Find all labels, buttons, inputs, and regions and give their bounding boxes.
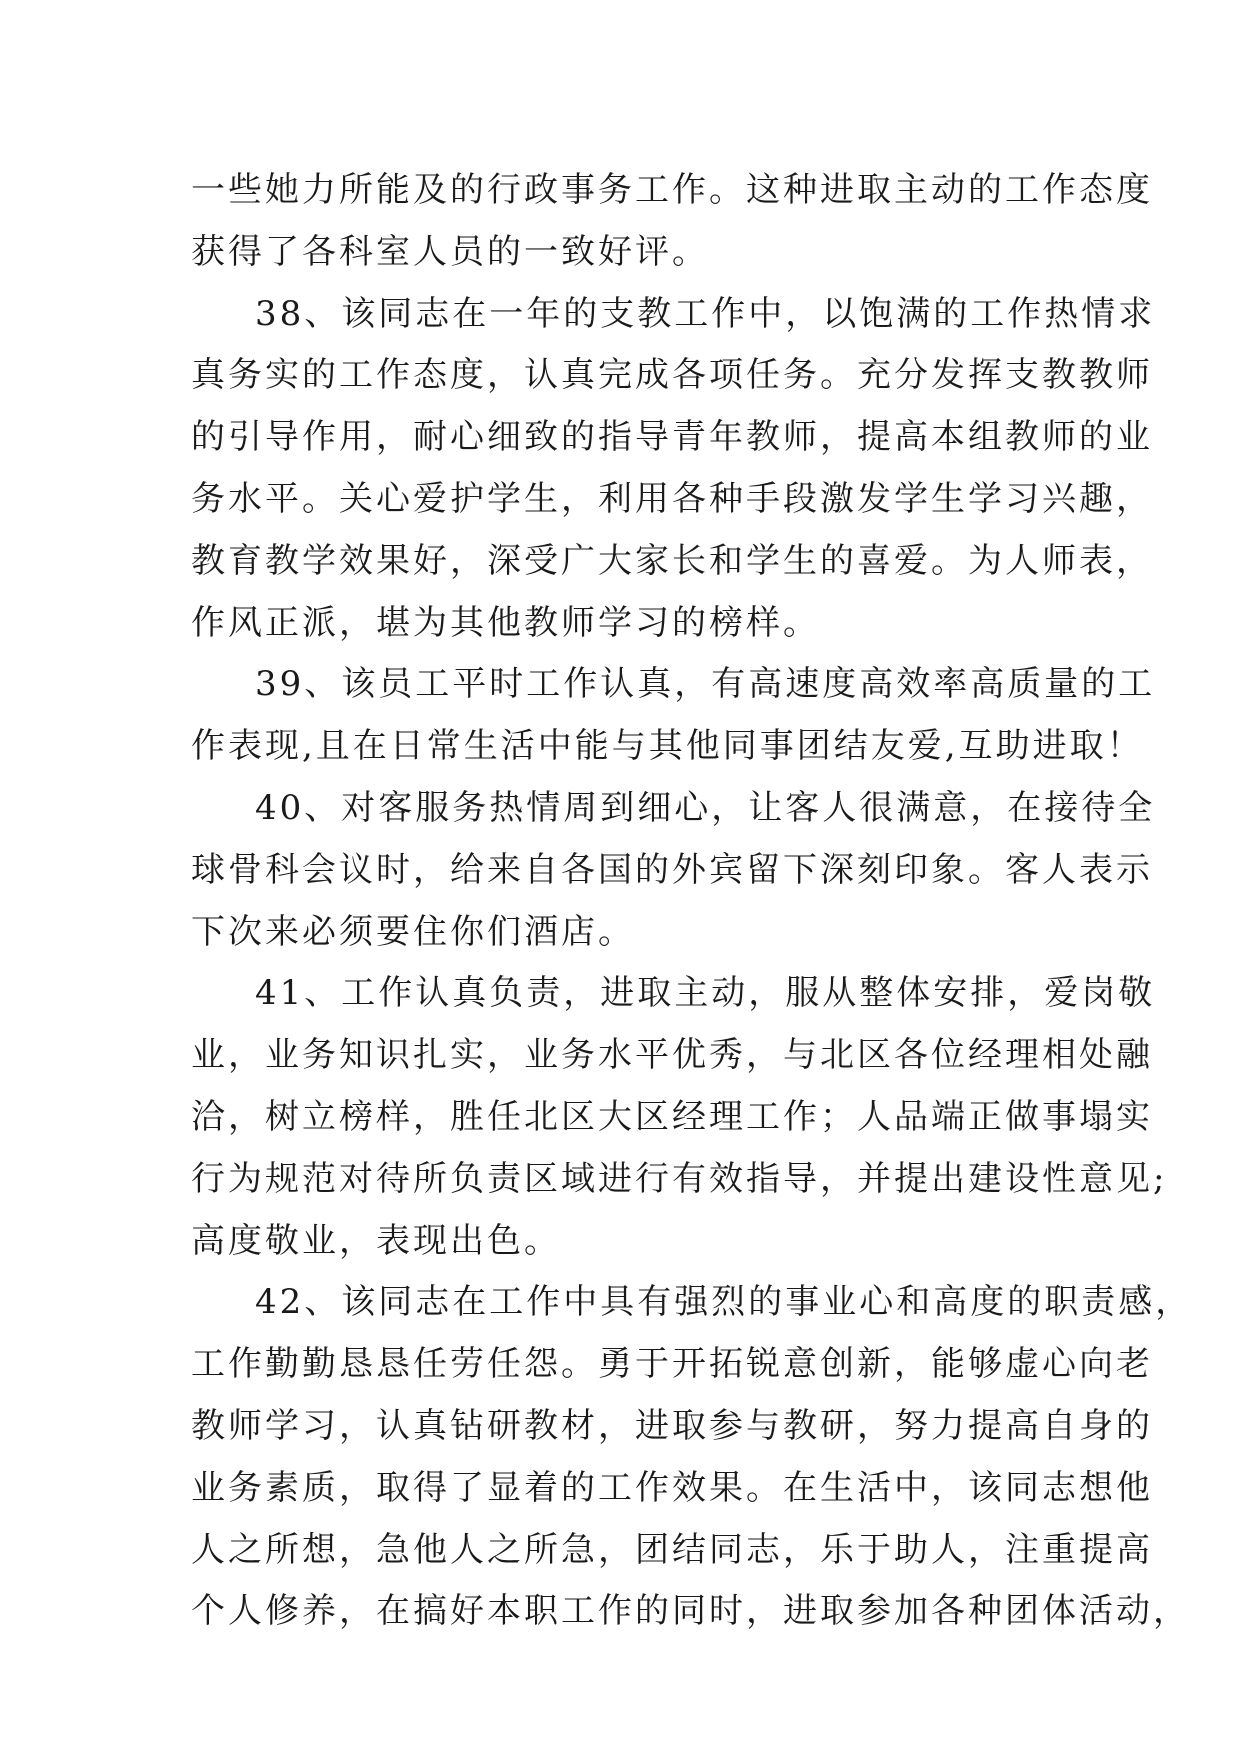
paragraph-start-39: 39、该员工平时工作认真，有高速度高效率高质量的工 bbox=[255, 664, 1156, 705]
text-line: 教师学习，认真钻研教材，进取参与教研，努力提高自身的 bbox=[191, 1405, 1153, 1446]
document-body bbox=[191, 160, 1193, 1643]
paragraph-start-38: 38、该同志在一年的支教工作中，以饱满的工作热情求 bbox=[255, 293, 1156, 334]
text-line: 真务实的工作态度，认真完成各项任务。充分发挥支教教师 bbox=[191, 355, 1153, 396]
text-line: 个人修养，在搞好本职工作的同时，进取参加各种团体活动， bbox=[191, 1591, 1190, 1632]
text-line: 行为规范对待所负责区域进行有效指导，并提出建设性意见; bbox=[191, 1158, 1168, 1199]
text-line: 教育教学效果好，深受广大家长和学生的喜爱。为人师表， bbox=[191, 540, 1153, 581]
text-line: 业务素质，取得了显着的工作效果。在生活中，该同志想他 bbox=[191, 1467, 1153, 1508]
paragraph-start-42: 42、该同志在工作中具有强烈的事业心和高度的职责感， bbox=[255, 1282, 1193, 1323]
text-line: 务水平。关心爱护学生，利用各种手段激发学生学习兴趣， bbox=[191, 478, 1153, 519]
text-line: 高度敬业，表现出色。 bbox=[191, 1220, 561, 1261]
text-line: 作表现,且在日常生活中能与其他同事团结友爱,互助进取！ bbox=[191, 726, 1144, 767]
paragraph-start-40: 40、对客服务热情周到细心，让客人很满意，在接待全 bbox=[255, 787, 1156, 828]
text-line: 作风正派，堪为其他教师学习的榜样。 bbox=[191, 602, 820, 643]
text-line: 的引导作用，耐心细致的指导青年教师，提高本组教师的业 bbox=[191, 417, 1153, 458]
text-line: 一些她力所能及的行政事务工作。这种进取主动的工作态度 bbox=[191, 170, 1153, 210]
text-line: 下次来必须要住你们酒店。 bbox=[191, 911, 635, 952]
text-line: 洽，树立榜样，胜任北区大区经理工作；人品端正做事塌实 bbox=[191, 1096, 1153, 1137]
text-line: 人之所想，急他人之所急，团结同志，乐于助人，注重提高 bbox=[191, 1529, 1153, 1570]
text-line: 工作勤勤恳恳任劳任怨。勇于开拓锐意创新，能够虚心向老 bbox=[191, 1344, 1153, 1385]
paragraph-start-41: 41、工作认真负责，进取主动，服从整体安排，爱岗敬 bbox=[255, 973, 1156, 1014]
text-line: 获得了各科室人员的一致好评。 bbox=[191, 231, 709, 272]
text-line: 业，业务知识扎实，业务水平优秀，与北区各位经理相处融 bbox=[191, 1035, 1153, 1076]
text-line: 球骨科会议时，给来自各国的外宾留下深刻印象。客人表示 bbox=[191, 849, 1153, 890]
